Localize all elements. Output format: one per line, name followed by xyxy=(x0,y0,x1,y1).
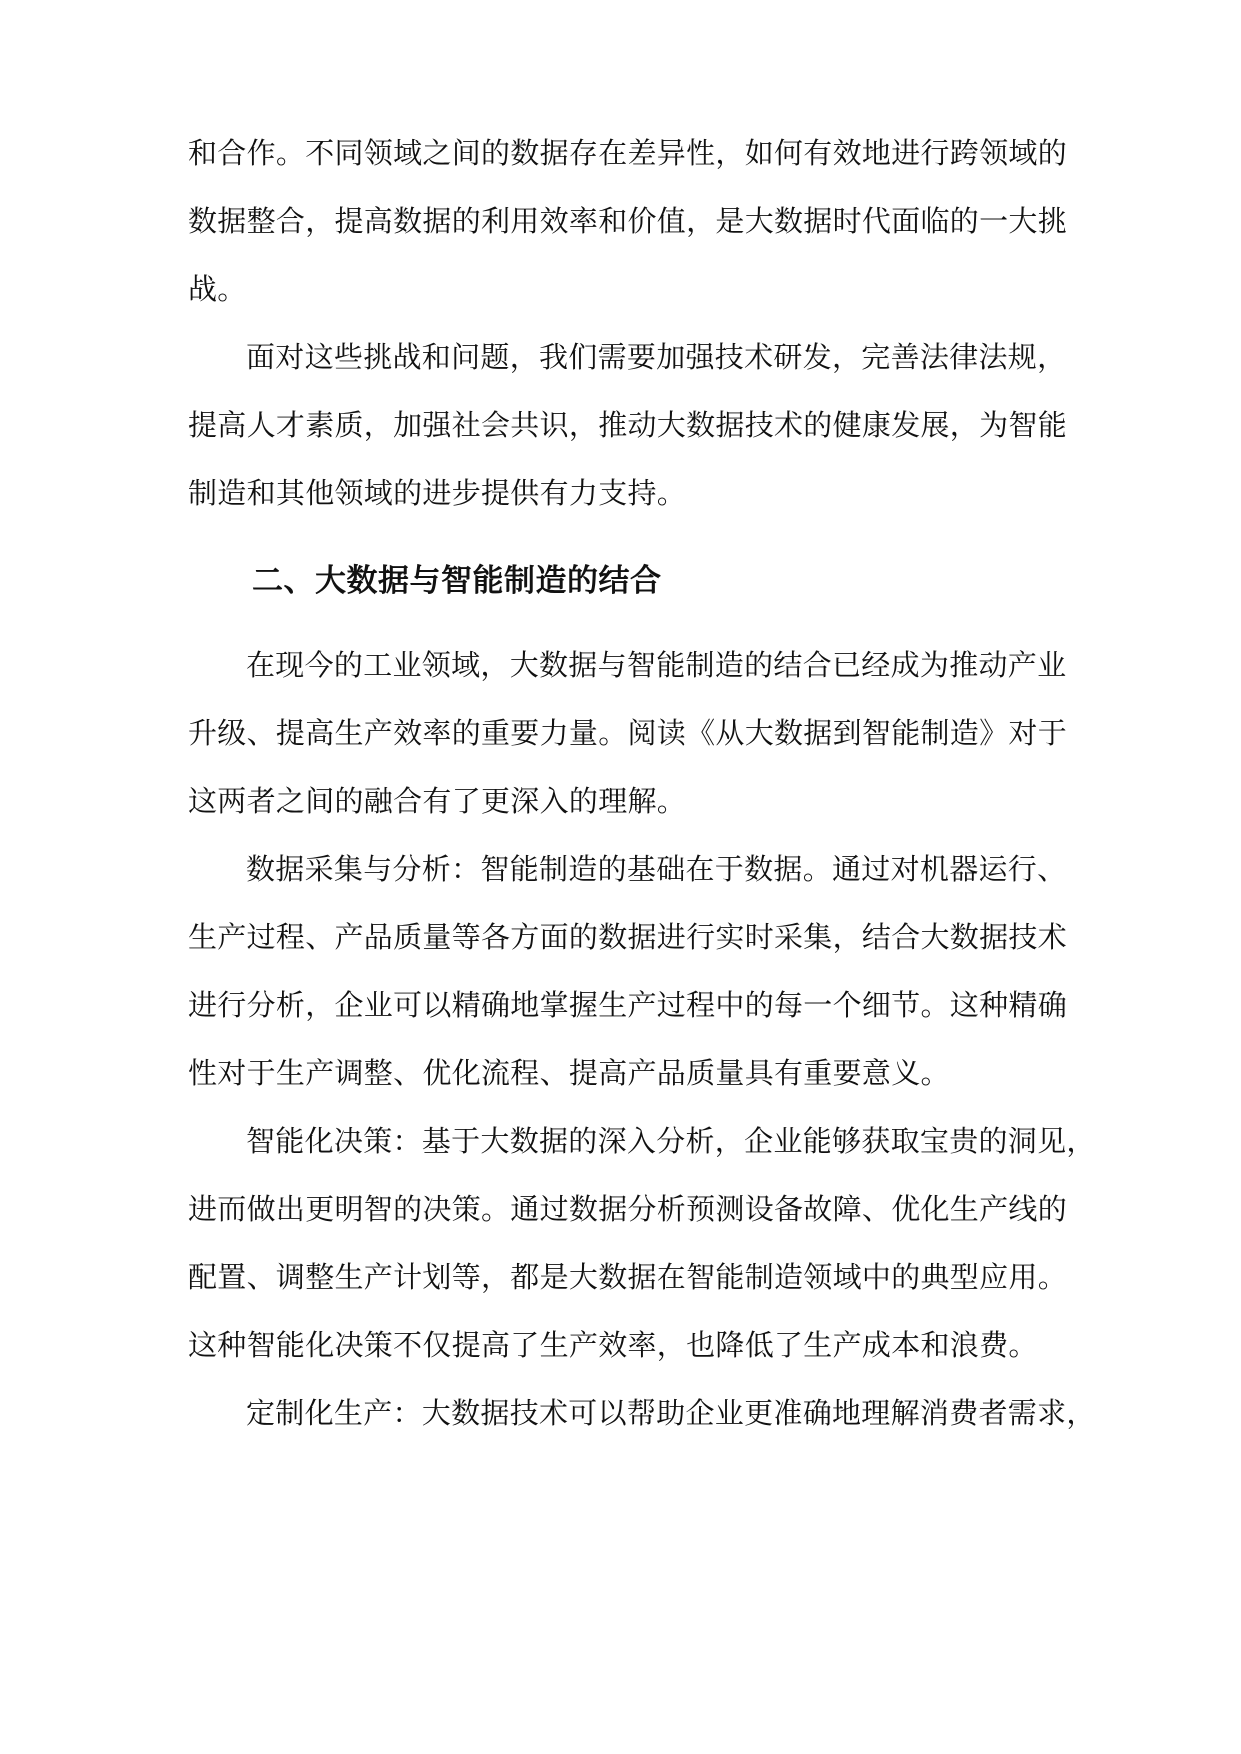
paragraph-1-line-3: 战。 xyxy=(188,272,247,306)
section-heading: 二、大数据与智能制造的结合 xyxy=(252,563,662,599)
paragraph-2-line-3: 制造和其他领域的进步提供有力支持。 xyxy=(188,476,687,510)
paragraph-3-line-1: 在现今的工业领域，大数据与智能制造的结合已经成为推动产业 xyxy=(246,648,1067,682)
paragraph-6-line-1: 定制化生产：大数据技术可以帮助企业更准确地理解消费者需求， xyxy=(246,1396,1096,1430)
paragraph-4-line-1: 数据采集与分析：智能制造的基础在于数据。通过对机器运行、 xyxy=(246,852,1067,886)
paragraph-5-line-1: 智能化决策：基于大数据的深入分析，企业能够获取宝贵的洞见， xyxy=(246,1124,1096,1158)
paragraph-5-line-4: 这种智能化决策不仅提高了生产效率，也降低了生产成本和浪费。 xyxy=(188,1328,1038,1362)
paragraph-4-line-4: 性对于生产调整、优化流程、提高产品质量具有重要意义。 xyxy=(188,1056,950,1090)
paragraph-2-line-2: 提高人才素质，加强社会共识，推动大数据技术的健康发展，为智能 xyxy=(188,408,1068,442)
paragraph-1-line-1: 和合作。不同领域之间的数据存在差异性，如何有效地进行跨领域的 xyxy=(188,136,1068,170)
paragraph-1-line-2: 数据整合，提高数据的利用效率和价值，是大数据时代面临的一大挑 xyxy=(188,204,1068,238)
paragraph-4-line-2: 生产过程、产品质量等各方面的数据进行实时采集，结合大数据技术 xyxy=(188,920,1068,954)
paragraph-3-line-2: 升级、提高生产效率的重要力量。阅读《从大数据到智能制造》对于 xyxy=(188,716,1068,750)
paragraph-4-line-3: 进行分析，企业可以精确地掌握生产过程中的每一个细节。这种精确 xyxy=(188,988,1068,1022)
paragraph-2-line-1: 面对这些挑战和问题，我们需要加强技术研发，完善法律法规， xyxy=(246,340,1067,374)
paragraph-5-line-2: 进而做出更明智的决策。通过数据分析预测设备故障、优化生产线的 xyxy=(188,1192,1068,1226)
paragraph-5-line-3: 配置、调整生产计划等，都是大数据在智能制造领域中的典型应用。 xyxy=(188,1260,1068,1294)
paragraph-3-line-3: 这两者之间的融合有了更深入的理解。 xyxy=(188,784,687,818)
